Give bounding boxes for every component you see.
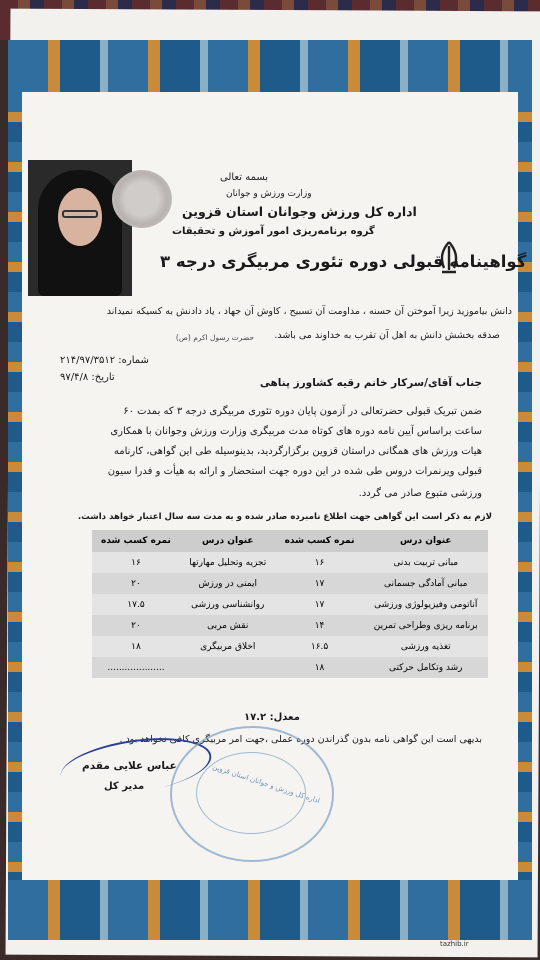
signer-role: مدیر کل <box>104 781 145 792</box>
table-cell: برنامه ریزی وطراحی تمرین <box>364 615 489 636</box>
table-row <box>92 573 488 594</box>
bismillah: بسمه تعالی <box>220 172 269 183</box>
certificate-title: گواهینامه قبولی دوره تئوری مربیگری درجه ۳ <box>160 252 527 271</box>
table-cell: رشد وتکامل حرکتی <box>364 657 489 678</box>
table-cell: تجزیه وتحلیل مهارتها <box>180 552 276 573</box>
group-name: گروه برنامه‌ریزی امور آموزش و تحقیقات <box>172 226 375 237</box>
table-cell: ۱۷ <box>276 594 364 615</box>
table-row <box>92 615 488 636</box>
decorative-border-left <box>8 92 22 880</box>
decorative-border-bottom <box>8 880 532 940</box>
average-grade: معدل: ۱۷.۲ <box>244 712 300 723</box>
table-cell: ۱۶ <box>92 552 180 573</box>
table-row <box>92 552 488 573</box>
directorate-name: اداره کل ورزش وجوانان استان قزوین <box>182 204 417 219</box>
table-row <box>92 594 488 615</box>
validity-notice: لازم به ذکر است این گواهی جهت اطلاع نامبرده صادر شده و به مدت سه سال اعتبار خواهد داشت. <box>77 512 492 522</box>
table-cell: ۱۶.۵ <box>276 636 364 657</box>
body-line-4: قبولی ویرنمرات دروس طی شده در این دوره جهت استحضار و ارائه به هیأت و فدرا سیون <box>107 466 482 477</box>
table-cell: ۱۸ <box>92 636 180 657</box>
quote-line-1: دانش بیاموزید زیرا آموختن آن حسنه ، مداومت آن تسبیح ، کاوش آن جهاد ، یاد دادنش به کسیکه نمیداند <box>106 306 512 317</box>
table-header-row <box>92 530 488 552</box>
photo-glasses <box>62 210 98 218</box>
stamp-text: اداره کل ورزش و جوانان استان قزوین <box>211 762 321 806</box>
table-header: نمره کسب شده <box>276 530 364 552</box>
table-cell: مبانی آمادگی جسمانی <box>364 573 489 594</box>
ministry-name: وزارت ورزش و جوانان <box>226 189 312 199</box>
table-row <box>92 657 488 678</box>
table-cell: تغذیه ورزشی <box>364 636 489 657</box>
ministry-emblem-icon <box>112 170 172 228</box>
table-header: عنوان درس <box>180 530 276 552</box>
table-cell: ۱۸ <box>276 657 364 678</box>
body-line-3: هیات ورزش های همگانی دراستان قزوین برگزارگردید، بدینوسیله طی این گواهی، کارنامه <box>113 446 482 457</box>
table-header: عنوان درس <box>364 530 489 552</box>
quote-source: حضرت رسول اکرم (ص) <box>175 333 254 342</box>
quote-line-2: صدقه بخشش دانش به اهل آن تقرب به خداوند می باشد. <box>274 330 500 341</box>
table-cell: ۲۰ <box>92 573 180 594</box>
body-line-2: ساعت براساس آیین نامه دوره های کوتاه مدت مربیگری وزارت ورزش وجوانان با همکاری <box>110 426 482 437</box>
table-row <box>92 636 488 657</box>
table-cell: روانشناسی ورزشی <box>180 594 276 615</box>
table-cell: ۱۴ <box>276 615 364 636</box>
letter-number: شماره: ۲۱۴/۹۷/۳۵۱۲ <box>60 355 149 366</box>
print-credit: tazhib.ir <box>440 940 469 948</box>
table-cell: آناتومی وفیزیولوژی ورزشی <box>364 594 489 615</box>
decorative-border-top <box>8 40 532 92</box>
body-line-5: ورزشی متبوع صادر می گردد. <box>358 488 482 499</box>
grades-table <box>92 530 488 678</box>
table-cell: اخلاق مربیگری <box>180 636 276 657</box>
table-cell: ۱۷.۵ <box>92 594 180 615</box>
table-cell: نقش مربی <box>180 615 276 636</box>
letter-date: تاریخ: ۹۷/۴/۸ <box>60 372 115 383</box>
signer-name: عباس علایی مقدم <box>82 760 177 772</box>
table-cell: ۱۶ <box>276 552 364 573</box>
table-cell: مبانی تربیت بدنی <box>364 552 489 573</box>
table-cell: ۲۰ <box>92 615 180 636</box>
footer-note: بدیهی است این گواهی نامه بدون گذراندن دوره عملی ،جهت امر مربیگری کافی نخواهد بود . <box>119 734 482 745</box>
recipient-name: جناب آقای/سرکار خانم رقیه کشاورز پناهی <box>259 377 482 389</box>
body-line-1: ضمن تبریک قبولی حضرتعالی در آزمون پایان دوره تئوری مربیگری درجه ۳ که بمدت ۶۰ <box>123 406 482 417</box>
recipient-photo <box>28 160 132 296</box>
table-header: نمره کسب شده <box>92 530 180 552</box>
decorative-border-right <box>518 92 532 880</box>
table-cell <box>180 657 276 678</box>
table-cell: .................... <box>92 657 180 678</box>
table-cell: ایمنی در ورزش <box>180 573 276 594</box>
table-cell: ۱۷ <box>276 573 364 594</box>
